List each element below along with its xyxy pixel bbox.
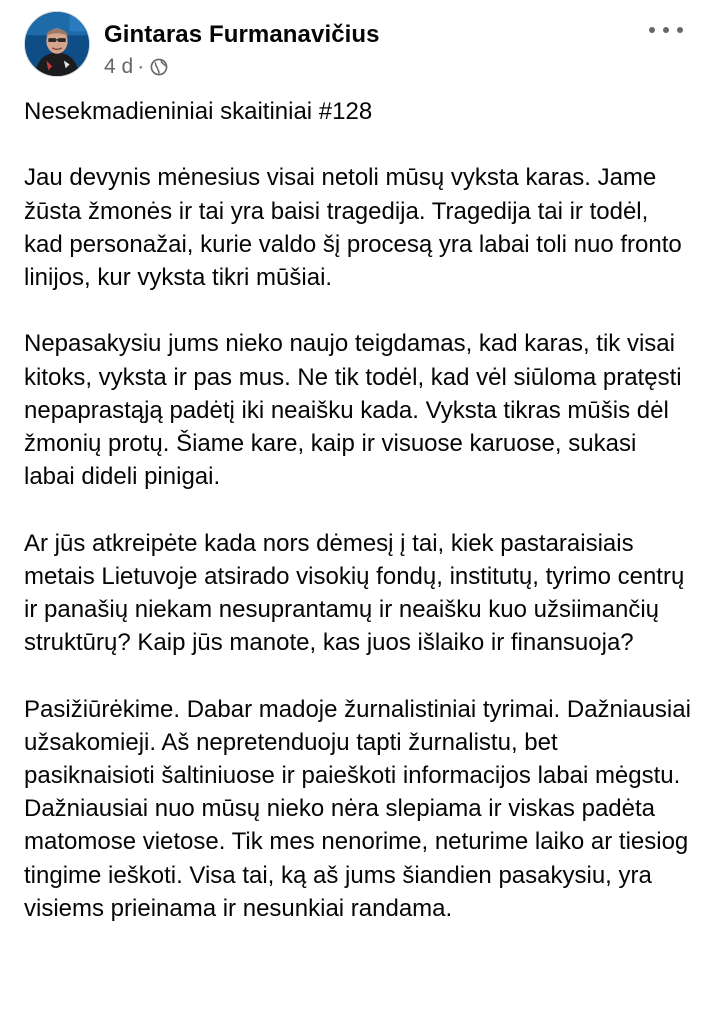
post-paragraph: Pasižiūrėkime. Dabar madoje žurnalistiniai tyrimai. Dažniausiai užsakomieji. Aš nepretenduoju tapti žurnalistu, bet pasiknaisioti šaltiniuose ir paieškoti informacijos labai mėgstu. Dažniausiai nuo mūsų nieko nėra slepiama ir viskas padėta matomose vietose. Tik mes nenorime, neturime laiko ar tiesiog tingime ieškoti. Visa tai, ką aš jums šiandien pasakysiu, yra visiems prieinama ir nesunkiai randama. xyxy=(24,695,691,922)
author-name[interactable]: Gintaras Furmanavičius xyxy=(104,21,380,48)
post-time[interactable]: 4 d xyxy=(104,55,134,78)
post-paragraph: Nepasakysiu jums nieko naujo teigdamas, kad karas, tik visai kitoks, vyksta ir pas mus. Ne tik todėl, kad vėl siūloma pratęsti nepaprastąją padėtį iki neaišku kada. Vyksta tikras mūšis dėl žmonių protų. Šiame kare, kaip ir visuose karuose, sukasi labai dideli pinigai. xyxy=(24,330,682,491)
more-options-icon[interactable] xyxy=(649,19,683,41)
more-dot xyxy=(649,27,655,33)
more-dot xyxy=(677,27,683,33)
avatar[interactable] xyxy=(24,11,90,77)
post-paragraph: Ar jūs atkreipėte kada nors dėmesį į tai, kiek pastaraisiais metais Lietuvoje atsirado visokių fondų, institutų, tyrimo centrų ir panašių niekam nesuprantamų ir neaišku kuo užsiimančių struktūrų? Kaip jūs manote, kas juos išlaiko ir finansuoja? xyxy=(24,529,685,657)
more-dot xyxy=(663,27,669,33)
avatar-photo-icon xyxy=(25,12,89,76)
post-text xyxy=(24,95,692,958)
post-meta xyxy=(104,53,168,81)
meta-separator: · xyxy=(137,55,145,78)
globe-icon[interactable] xyxy=(150,58,168,76)
post-header xyxy=(24,11,689,77)
post-title: Nesekmadieniniai skaitiniai #128 xyxy=(24,98,373,125)
post-paragraph: Jau devynis mėnesius visai netoli mūsų vyksta karas. Jame žūsta žmonės ir tai yra baisi tragedija. Tragedija tai ir todėl, kad personažai, kurie valdo šį procesą yra labai toli nuo fronto linijos, kur vyksta tikri mūšiai. xyxy=(24,164,682,291)
